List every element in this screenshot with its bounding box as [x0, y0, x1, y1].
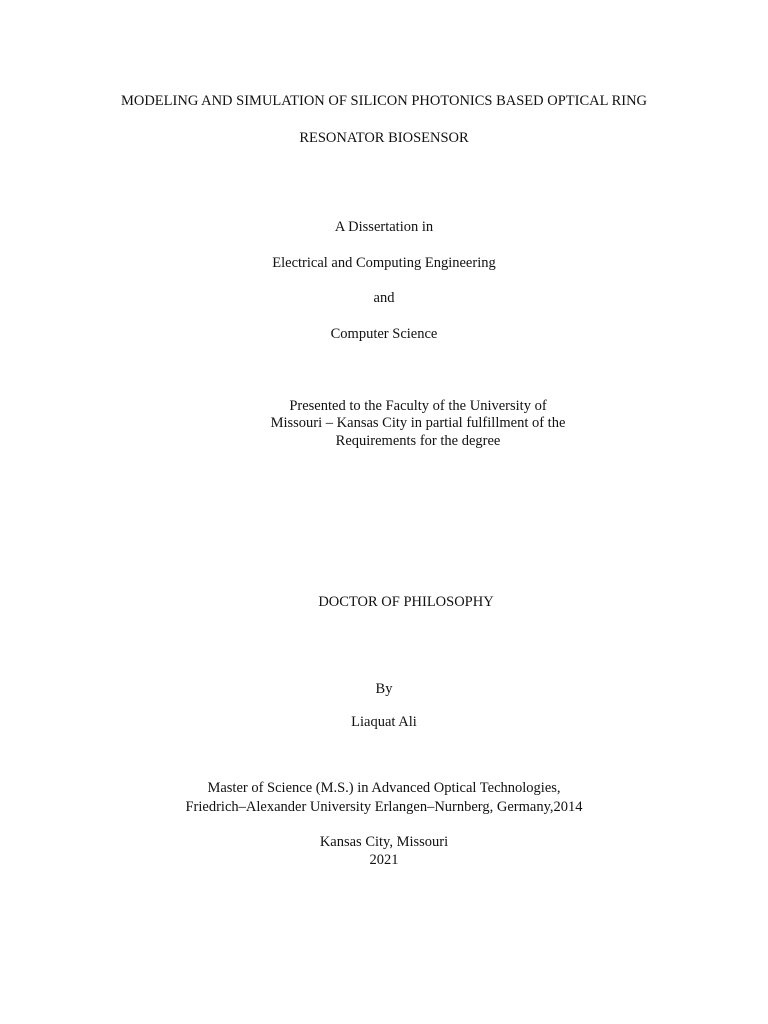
author-name: Liaquat Ali: [351, 714, 417, 730]
discipline-secondary: Computer Science: [330, 326, 438, 342]
location-year: 2021: [369, 852, 399, 868]
title-line-2: RESONATOR BIOSENSOR: [299, 130, 469, 146]
presentation-line-2: Missouri – Kansas City in partial fulfillment of the: [270, 415, 566, 431]
prior-degree-line-1: Master of Science (M.S.) in Advanced Optical Technologies,: [207, 780, 561, 796]
byline-label: By: [375, 681, 393, 697]
presentation-line-1: Presented to the Faculty of the University of: [289, 398, 547, 414]
degree-title: DOCTOR OF PHILOSOPHY: [318, 594, 494, 610]
discipline-conjunction: and: [373, 290, 395, 306]
prior-degree-line-2: Friedrich–Alexander University Erlangen–Nurnberg, Germany,2014: [185, 799, 583, 815]
location-place: Kansas City, Missouri: [319, 834, 449, 850]
dissertation-label: A Dissertation in: [334, 219, 434, 235]
discipline-primary: Electrical and Computing Engineering: [272, 255, 496, 271]
presentation-line-3: Requirements for the degree: [335, 433, 501, 449]
title-line-1: MODELING AND SIMULATION OF SILICON PHOTONICS BASED OPTICAL RING: [120, 93, 648, 109]
